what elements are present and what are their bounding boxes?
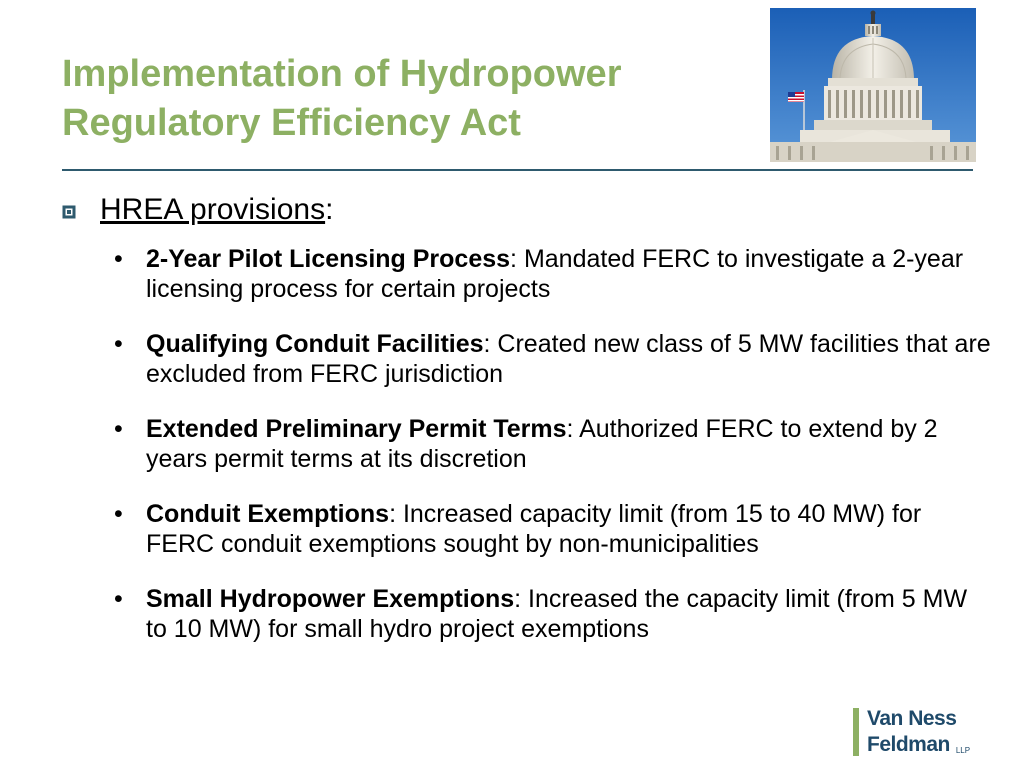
bullet-icon: • bbox=[114, 245, 123, 273]
provision-term: Extended Preliminary Permit Terms bbox=[146, 415, 567, 443]
main-bullet-label: HREA provisions bbox=[100, 193, 326, 226]
provision-description: Created new class of 5 MW facilities that are excluded from FERC jurisdiction bbox=[146, 330, 991, 388]
slide-title bbox=[62, 50, 752, 148]
bullet-icon: • bbox=[114, 500, 123, 528]
logo-text bbox=[867, 708, 970, 756]
provision-description: Increased capacity limit (from 15 to 40 MW) for FERC conduit exemptions sought by non-municipalities bbox=[146, 500, 922, 558]
logo-line-1: Van Ness bbox=[867, 707, 957, 730]
provision-separator: : bbox=[566, 415, 574, 443]
provision-description: Mandated FERC to investigate a 2-year licensing process for certain projects bbox=[146, 245, 964, 303]
provision-term: 2-Year Pilot Licensing Process bbox=[146, 245, 511, 273]
van-ness-feldman-logo bbox=[853, 708, 970, 756]
provision-term: Qualifying Conduit Facilities bbox=[146, 330, 484, 358]
provision-description: Authorized FERC to extend by 2 years permit terms at its discretion bbox=[146, 415, 938, 473]
bullet-icon: • bbox=[114, 330, 123, 358]
slide-title-line-2: Regulatory Efficiency Act bbox=[62, 102, 521, 144]
list-item bbox=[112, 584, 992, 644]
provision-separator: : bbox=[510, 245, 517, 273]
bullet-icon: • bbox=[114, 585, 123, 613]
logo-llp: LLP bbox=[955, 746, 971, 755]
logo-line-2-wrap bbox=[867, 734, 970, 756]
provision-term: Small Hydropower Exemptions bbox=[146, 585, 515, 613]
provision-description: Increased the capacity limit (from 5 MW to 10 MW) for small hydro project exemptions bbox=[146, 585, 968, 643]
slide-title-line-1: Implementation of Hydropower bbox=[62, 53, 622, 95]
provision-separator: : bbox=[483, 330, 491, 358]
title-divider bbox=[62, 169, 973, 171]
list-item bbox=[112, 499, 992, 559]
provision-separator: : bbox=[514, 585, 522, 613]
main-bullet-suffix: : bbox=[325, 193, 334, 226]
list-item bbox=[112, 329, 992, 389]
bullet-icon: • bbox=[114, 415, 123, 443]
main-bullet bbox=[62, 190, 333, 230]
list-item bbox=[112, 414, 992, 474]
capitol-dome-photo bbox=[770, 8, 976, 162]
logo-line-2: Feldman bbox=[867, 733, 950, 756]
provision-term: Conduit Exemptions bbox=[146, 500, 390, 528]
square-bullet-icon bbox=[62, 205, 76, 219]
provisions-list bbox=[112, 244, 992, 669]
logo-bar bbox=[853, 708, 859, 756]
main-bullet-text bbox=[100, 193, 333, 227]
list-item bbox=[112, 244, 992, 304]
provision-separator: : bbox=[389, 500, 397, 528]
